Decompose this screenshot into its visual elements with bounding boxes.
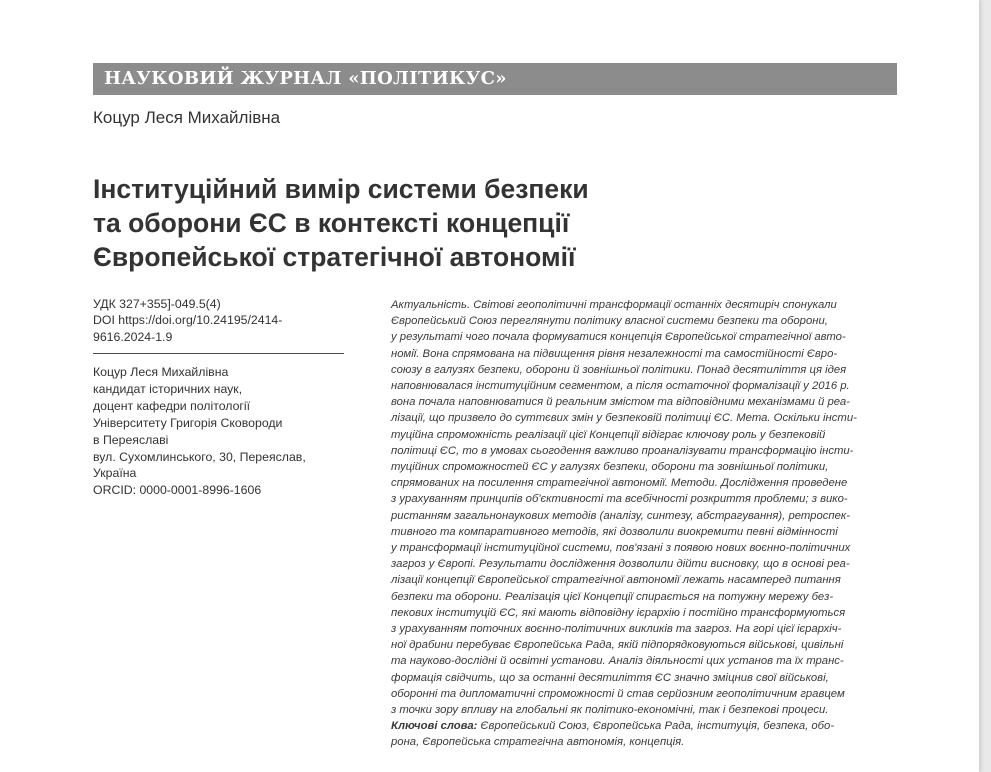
article-title-line: та оборони ЄС в контексті концепції xyxy=(93,208,570,238)
keywords-label: Ключові слова: xyxy=(391,720,478,733)
keywords-line xyxy=(391,718,897,734)
author-info-line: доцент кафедри політології xyxy=(93,398,251,413)
abstract-line: Європейський Союз переглянути політику власної системи безпеки та оборони, xyxy=(391,315,828,328)
author-info xyxy=(93,364,306,499)
author-info-line: Україна xyxy=(93,466,137,481)
author-info-line: вул. Сухомлинського, 30, Переяслав, xyxy=(93,449,306,464)
doi-link-cont[interactable]: 9616.2024-1.9 xyxy=(93,329,173,344)
abstract-line: у трансформації інституційної системи, пов'язані з появою нових воєнно-політичних xyxy=(391,542,851,555)
abstract-line: оборонні та дипломатичні спроможності й став серйозним геополітичним гравцем xyxy=(391,687,845,700)
abstract-line: формація свідчить, що за останні десятиліття ЄС значно зміцнив свої військові, xyxy=(391,671,829,684)
journal-header-bar xyxy=(93,63,897,95)
article-meta xyxy=(93,296,345,345)
article-title xyxy=(93,172,589,274)
abstract-line: з урахуванням принципів об'єктивності та всебічності розкриття проблеми; з вико- xyxy=(391,493,848,506)
abstract-line: ної драбини перебуває Європейська Рада, якій підпорядковуються військові, цивільні xyxy=(391,639,844,652)
abstract-line: номії. Вона спрямована на підвищення рівня незалежності та самостійності Євро- xyxy=(391,347,838,360)
abstract-line: у результаті чого почала формуватися концепція Європейської стратегічної авто- xyxy=(391,331,846,344)
abstract-line: загроз у Європі. Результати дослідження дозволили дійти висновку, що в основі реа- xyxy=(391,558,850,571)
abstract-line: вона почала наповнюватися й реальним змістом та відповідними механізмами й реа- xyxy=(391,396,850,409)
abstract xyxy=(391,297,897,751)
abstract-line: ристанням загальнонаукових методів (аналізу, синтезу, абстрагування), ретроспек- xyxy=(391,509,850,522)
abstract-line: лізації, що призвело до суттєвих змін у безпековій політиці ЄС. Мета. Оскільки інсти- xyxy=(391,412,857,425)
abstract-line: туційна спроможність реалізації цієї Концепції відіграє ключову роль у безпековій xyxy=(391,428,826,441)
article-title-line: Інституційний вимір системи безпеки xyxy=(93,174,589,204)
abstract-line: спрямованих на посилення стратегічної автономії. Методи. Дослідження проведене xyxy=(391,477,848,490)
abstract-line: наповнювалася інституційним сегментом, а після остаточної формалізації у 2016 р. xyxy=(391,380,850,393)
udc-code: УДК 327+355]-049.5(4) xyxy=(93,297,221,311)
abstract-line: політиці ЄС, то в умовах сьогодення важливо проаналізувати трансформацію інсти- xyxy=(391,444,854,457)
author-info-line: в Переяславі xyxy=(93,432,169,447)
abstract-line: союзу в галузях безпеки, оборони й зовнішньої політики. Понад десятиліття ця ідея xyxy=(391,363,847,376)
abstract-line: з точки зору впливу на глобальні як політико-економічні, так і безпекові процеси. xyxy=(391,704,829,717)
keywords-text: Європейський Союз, Європейська Рада, інституція, безпека, обо- xyxy=(477,720,835,733)
abstract-line: та науково-дослідні й освітні установи. Аналіз діяльності цих установ та їх транс- xyxy=(391,655,844,668)
abstract-line: пекових інституцій ЄС, які мають відповідну ієрархію і постійно трансформуються xyxy=(391,606,846,619)
doi-link[interactable]: DOI https://doi.org/10.24195/2414- xyxy=(93,313,283,328)
keywords-line: рона, Європейська стратегічна автономія, концепція. xyxy=(391,736,685,749)
abstract-line: з урахуванням поточних воєнно-політичних викликів та загроз. На горі цієї ієрархіч- xyxy=(391,623,842,636)
author-info-line: Коцур Леся Михайлівна xyxy=(93,365,229,379)
divider xyxy=(93,353,344,354)
author-name: Коцур Леся Михайлівна xyxy=(93,108,281,127)
abstract-line: тивного та компаративного методів, які дозволили виокремити певні відмінності xyxy=(391,525,838,538)
author-info-line: кандидат історичних наук, xyxy=(93,381,243,396)
abstract-line: туційних спроможностей ЄС у галузях безпеки, оборони та зовнішньої політики, xyxy=(391,461,829,474)
article-title-line: Європейської стратегічної автономії xyxy=(93,242,576,272)
abstract-line: Актуальність. Світові геополітичні трансформації останніх десятиріч спонукали xyxy=(391,299,837,311)
journal-title: НАУКОВИЙ ЖУРНАЛ «ПОЛІТИКУС» xyxy=(104,68,507,89)
abstract-line: лізації концепції Європейської стратегічної автономії лежать насамперед питання xyxy=(391,574,841,587)
orcid: ORCID: 0000-0001-8996-1606 xyxy=(93,483,262,498)
abstract-line: безпеки та оборони. Реалізація цієї Концепції спирається на потужну мережу без- xyxy=(391,590,834,603)
author-info-line: Університету Григорія Сковороди xyxy=(93,415,283,430)
